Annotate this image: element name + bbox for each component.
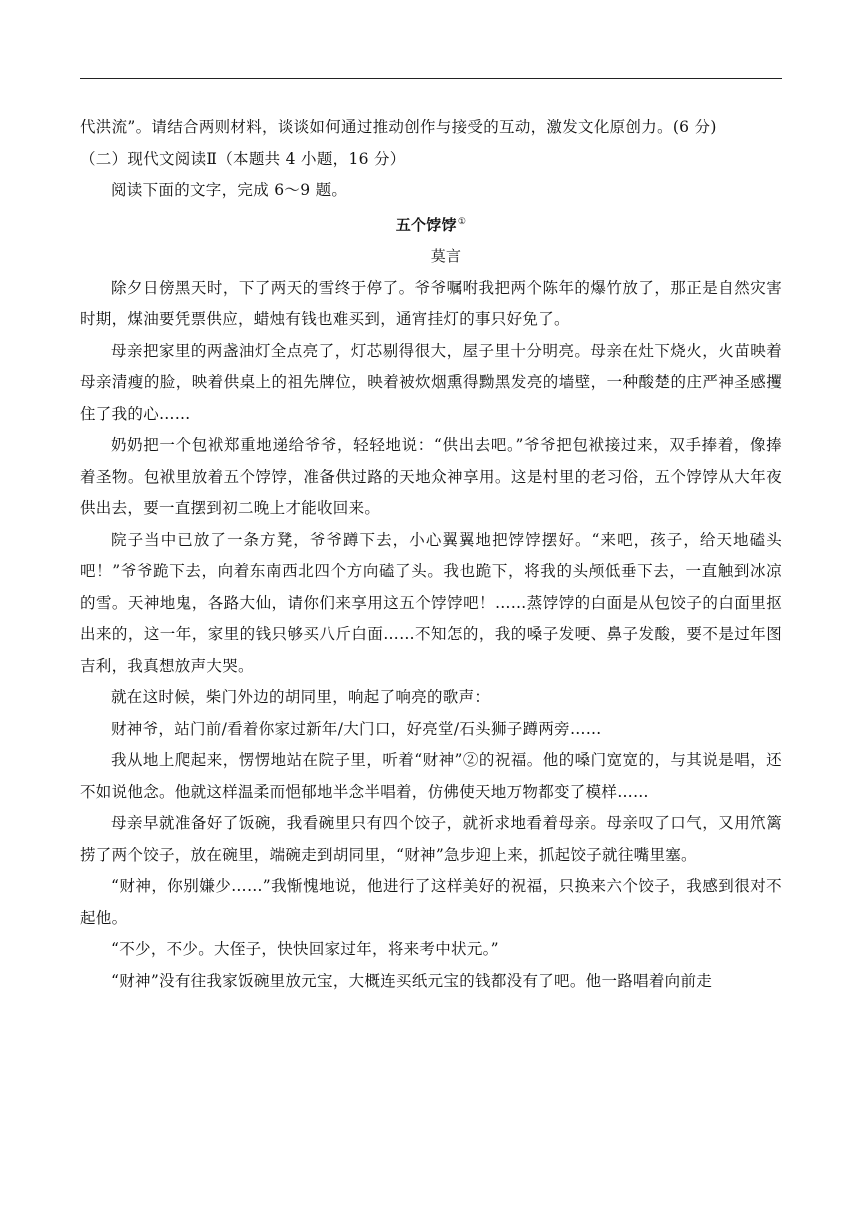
story-paragraph: 就在这时候，柴门外边的胡同里，响起了响亮的歌声：: [111, 688, 491, 706]
story-paragraph: “财神，你别嫌少……”我惭愧地说，他进行了这样美好的祝福，只换来六个饺子，我感到很对不起他。: [80, 877, 782, 927]
question-continuation: 代洪流”。请结合两则材料，谈谈如何通过推动创作与接受的互动，激发文化原创力。(6 分): [80, 118, 717, 136]
reading-instruction: 阅读下面的文字，完成 6～9 题。: [111, 181, 348, 199]
document-body: [80, 112, 782, 997]
story-paragraph: 除夕日傍黑天时，下了两天的雪终于停了。爷爷嘱咐我把两个陈年的爆竹放了，那正是自然灾害时期，煤油要凭票供应，蜡烛有钱也难买到，通宵挂灯的事只好免了。: [80, 278, 782, 328]
song-lyrics: 财神爷，站门前/看着你家过新年/大门口，好亮堂/石头狮子蹲两旁……: [111, 719, 602, 738]
title-footnote-marker: ①: [457, 216, 467, 227]
story-paragraph: “财神”没有往我家饭碗里放元宝，大概连买纸元宝的钱都没有了吧。他一路唱着向前走: [111, 971, 713, 990]
story-title-text: 五个饽饽: [395, 215, 457, 234]
story-paragraph: 母亲早就准备好了饭碗，我看碗里只有四个饺子，就祈求地看着母亲。母亲叹了口气，又用笊篱捞了两个饺子，放在碗里，端碗走到胡同里，“财神”急步迎上来，抓起饺子就往嘴里塞。: [80, 814, 782, 864]
story-author: 莫言: [430, 247, 462, 265]
story-paragraph: 母亲把家里的两盏油灯全点亮了，灯芯剔得很大，屋子里十分明亮。母亲在灶下烧火，火苗映着母亲清瘦的脸，映着供桌上的祖先牌位，映着被炊烟熏得黝黑发亮的墙壁，一种酸楚的庄严神圣感攫住了我的心……: [80, 341, 782, 423]
section-header: （二）现代文阅读Ⅱ（本题共 4 小题，16 分）: [80, 149, 406, 168]
story-paragraph: “不少，不少。大侄子，快快回家过年，将来考中状元。”: [111, 940, 499, 958]
story-paragraph: 我从地上爬起来，愣愣地站在院子里，听着“财神”②的祝福。他的嗓门宽宽的，与其说是唱，还不如说他念。他就这样温柔而悒郁地半念半唱着，仿佛使天地万物都变了模样……: [80, 751, 782, 801]
story-paragraph: 院子当中已放了一条方凳，爷爷蹲下去，小心翼翼地把饽饽摆好。“来吧，孩子，给天地磕头吧！”爷爷跪下去，向着东南西北四个方向磕了头。我也跪下，将我的头颅低垂下去，一直触到冰凉的雪。天神地鬼，各路大仙，请你们来享用这五个饽饽吧！……蒸饽饽的白面是从包饺子的白面里抠出来的，这一年，家里的钱只够买八斤白面……不知怎的，我的嗓子发哽、鼻子发酸，要不是过年图吉利，我真想放声大哭。: [80, 530, 782, 675]
header-rule: [80, 78, 782, 79]
story-title: [80, 207, 782, 242]
story-paragraph: 奶奶把一个包袱郑重地递给爷爷，轻轻地说：“供出去吧。”爷爷把包袱接过来，双手捧着，像捧着圣物。包袱里放着五个饽饽，准备供过路的天地众神享用。这是村里的老习俗，五个饽饽从大年夜供出去，要一直摆到初二晚上才能收回来。: [80, 436, 782, 517]
